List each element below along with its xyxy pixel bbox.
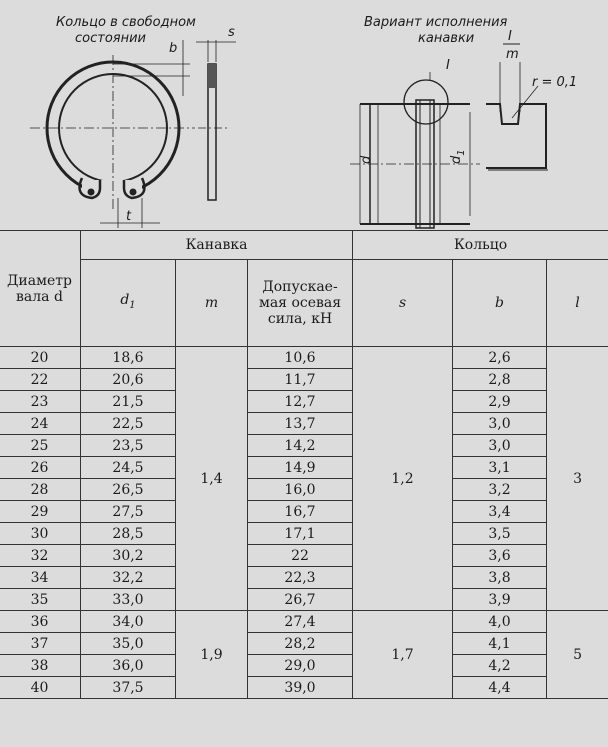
cell-s-group2: 1,7 <box>353 611 453 699</box>
caption-groove-variant: Вариант исполнения <box>364 15 508 30</box>
cell-b: 3,0 <box>453 435 547 457</box>
cell-b: 4,4 <box>453 677 547 699</box>
table-row <box>0 457 608 479</box>
table-row <box>0 567 608 589</box>
col-header-s: s <box>353 260 453 347</box>
label-b: b <box>169 41 178 56</box>
cell-d1: 28,5 <box>81 523 176 545</box>
cell-b: 3,6 <box>453 545 547 567</box>
cell-axial-force: 29,0 <box>248 655 353 677</box>
technical-drawing <box>0 0 608 232</box>
table-row <box>0 391 608 413</box>
label-m: m <box>506 47 519 62</box>
cell-d1: 20,6 <box>81 369 176 391</box>
cell-shaft-diameter: 38 <box>0 655 81 677</box>
cell-d1: 21,5 <box>81 391 176 413</box>
caption-ring-free-state: Кольцо в свободном <box>56 15 196 30</box>
table-row <box>0 523 608 545</box>
table-row <box>0 347 608 369</box>
table-row <box>0 435 608 457</box>
cell-axial-force: 22,3 <box>248 567 353 589</box>
cell-shaft-diameter: 29 <box>0 501 81 523</box>
cell-axial-force: 16,0 <box>248 479 353 501</box>
table-row <box>0 479 608 501</box>
cell-b: 3,2 <box>453 479 547 501</box>
label-s: s <box>228 25 235 40</box>
col-header-l: l <box>547 260 608 347</box>
cell-d1: 27,5 <box>81 501 176 523</box>
table-row <box>0 611 608 633</box>
col-header-d1: $d_1$ <box>81 260 176 347</box>
cell-d1: 23,5 <box>81 435 176 457</box>
cell-d1: 18,6 <box>81 347 176 369</box>
cell-d1: 36,0 <box>81 655 176 677</box>
cell-d1: 24,5 <box>81 457 176 479</box>
label-r: r = 0,1 <box>532 75 578 90</box>
cell-shaft-diameter: 25 <box>0 435 81 457</box>
group-header-groove: Канавка <box>81 231 353 260</box>
cell-d1: 33,0 <box>81 589 176 611</box>
col-header-m: m <box>176 260 248 347</box>
cell-axial-force: 28,2 <box>248 633 353 655</box>
table-row <box>0 501 608 523</box>
col-header-axial-force: Допускае- мая осевая сила, кН <box>248 260 353 347</box>
cell-b: 2,6 <box>453 347 547 369</box>
cell-axial-force: 12,7 <box>248 391 353 413</box>
group-header-ring: Кольцо <box>353 231 608 260</box>
cell-shaft-diameter: 30 <box>0 523 81 545</box>
cell-shaft-diameter: 28 <box>0 479 81 501</box>
cell-axial-force: 14,9 <box>248 457 353 479</box>
cell-d1: 37,5 <box>81 677 176 699</box>
cell-shaft-diameter: 36 <box>0 611 81 633</box>
cell-axial-force: 14,2 <box>248 435 353 457</box>
cell-b: 4,2 <box>453 655 547 677</box>
cell-b: 3,9 <box>453 589 547 611</box>
cell-shaft-diameter: 24 <box>0 413 81 435</box>
cell-b: 4,0 <box>453 611 547 633</box>
table-body <box>0 347 608 699</box>
ring-front-view <box>30 40 195 228</box>
cell-d1: 32,2 <box>81 567 176 589</box>
cell-axial-force: 16,7 <box>248 501 353 523</box>
cell-shaft-diameter: 20 <box>0 347 81 369</box>
table-row <box>0 633 608 655</box>
ring-side-view <box>196 40 236 200</box>
cell-b: 3,0 <box>453 413 547 435</box>
caption-groove-variant-2: канавки <box>418 31 475 46</box>
label-I-top: I <box>446 58 450 73</box>
cell-shaft-diameter: 23 <box>0 391 81 413</box>
cell-b: 3,8 <box>453 567 547 589</box>
cell-d1: 22,5 <box>81 413 176 435</box>
cell-d1: 30,2 <box>81 545 176 567</box>
cell-axial-force: 26,7 <box>248 589 353 611</box>
cell-d1: 35,0 <box>81 633 176 655</box>
cell-shaft-diameter: 35 <box>0 589 81 611</box>
cell-shaft-diameter: 32 <box>0 545 81 567</box>
groove-detail <box>486 29 577 170</box>
cell-axial-force: 13,7 <box>248 413 353 435</box>
table-row <box>0 369 608 391</box>
cell-b: 3,5 <box>453 523 547 545</box>
label-d: d <box>359 155 374 164</box>
table-row <box>0 677 608 699</box>
label-d1: $d_1$ <box>449 149 467 164</box>
cell-d1: 34,0 <box>81 611 176 633</box>
col-header-b: b <box>453 260 547 347</box>
cell-shaft-diameter: 34 <box>0 567 81 589</box>
table-row <box>0 655 608 677</box>
cell-shaft-diameter: 37 <box>0 633 81 655</box>
cell-shaft-diameter: 22 <box>0 369 81 391</box>
cell-d1: 26,5 <box>81 479 176 501</box>
cell-axial-force: 17,1 <box>248 523 353 545</box>
cell-b: 2,8 <box>453 369 547 391</box>
table-row <box>0 413 608 435</box>
table-row <box>0 545 608 567</box>
cell-l-group2: 5 <box>547 611 608 699</box>
ring-spec-table <box>0 230 608 699</box>
cell-axial-force: 11,7 <box>248 369 353 391</box>
cell-shaft-diameter: 26 <box>0 457 81 479</box>
cell-b: 3,1 <box>453 457 547 479</box>
cell-axial-force: 22 <box>248 545 353 567</box>
cell-axial-force: 39,0 <box>248 677 353 699</box>
cell-axial-force: 10,6 <box>248 347 353 369</box>
cell-shaft-diameter: 40 <box>0 677 81 699</box>
cell-axial-force: 27,4 <box>248 611 353 633</box>
cell-b: 2,9 <box>453 391 547 413</box>
cell-s-group1: 1,2 <box>353 347 453 611</box>
cell-m-group1: 1,4 <box>176 347 248 611</box>
cell-b: 4,1 <box>453 633 547 655</box>
cell-l-group1: 3 <box>547 347 608 611</box>
label-I-view: I <box>508 29 512 44</box>
label-t: t <box>126 209 132 224</box>
table-row <box>0 589 608 611</box>
caption-ring-free-state-2: состоянии <box>75 31 146 46</box>
cell-b: 3,4 <box>453 501 547 523</box>
cell-m-group2: 1,9 <box>176 611 248 699</box>
col-header-shaft-diameter: Диаметр вала d <box>0 231 81 347</box>
